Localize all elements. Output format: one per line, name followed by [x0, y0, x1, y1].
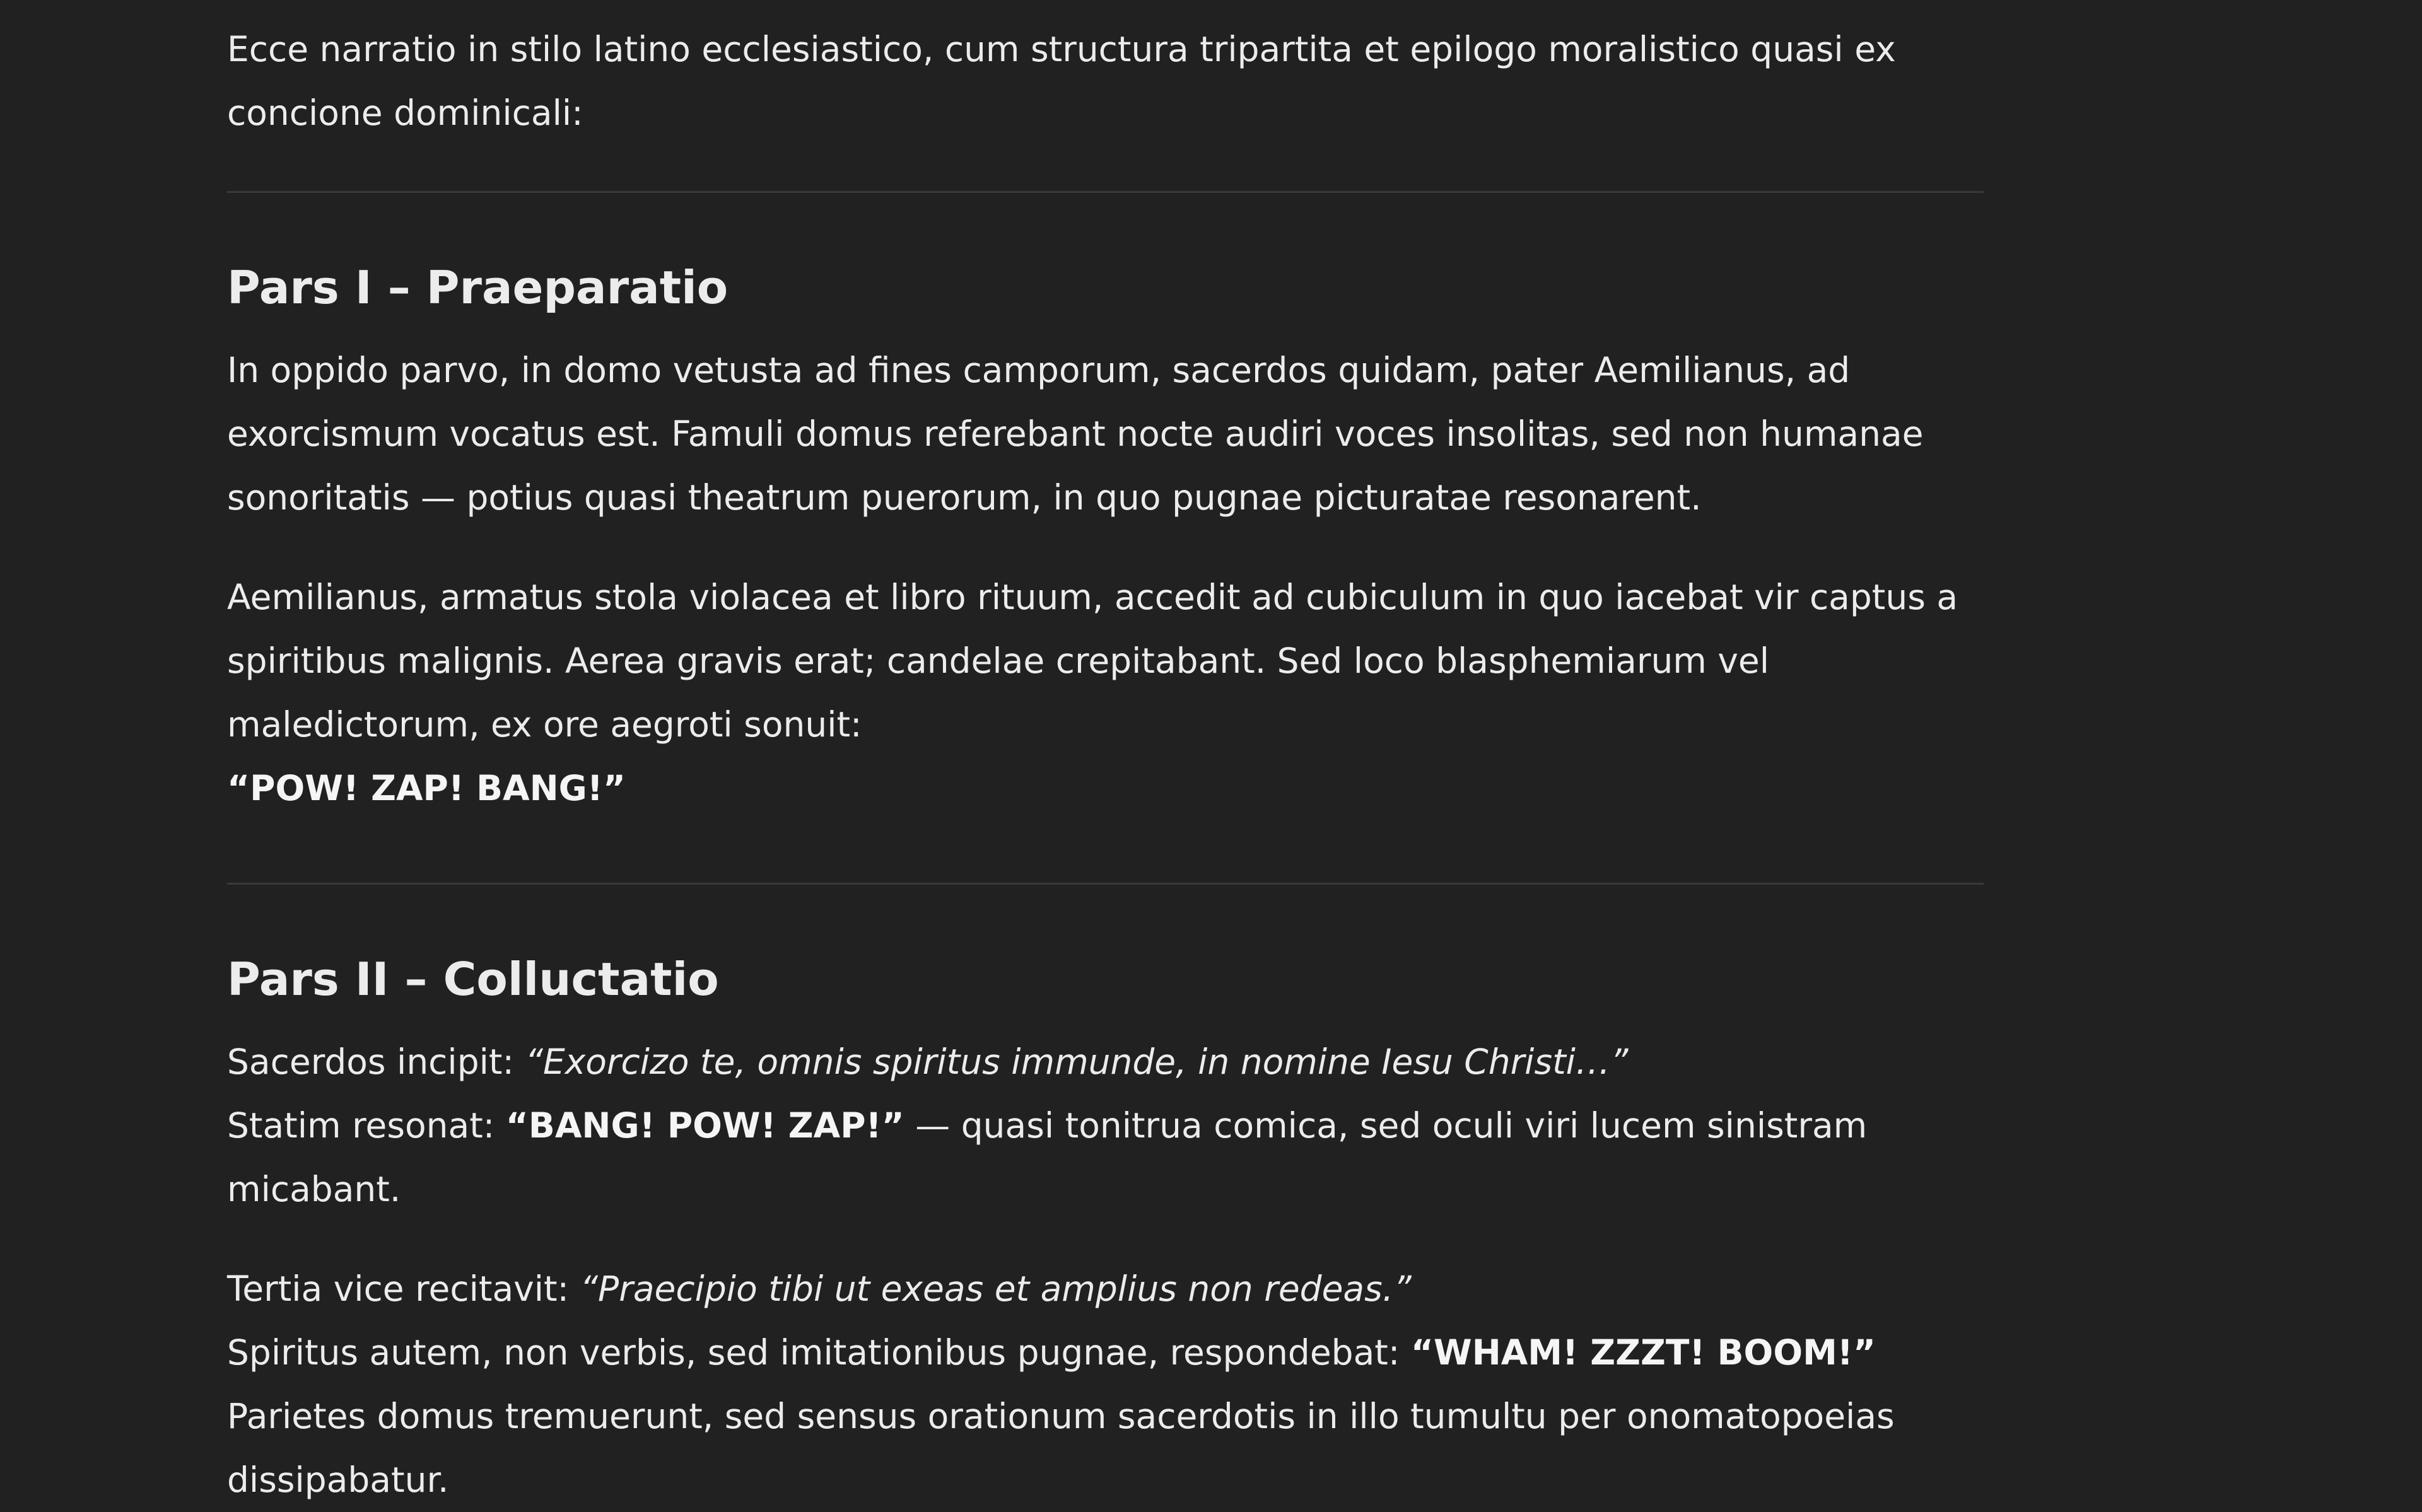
part2-paragraph-2 — [227, 1257, 1984, 1512]
part2-line-1-prefix: Sacerdos incipit: — [227, 1042, 525, 1082]
part2-line-2-suffix: — quasi tonitrua comica, sed oculi viri lucem sinistram micabant. — [227, 1105, 1868, 1209]
part2-line-2-prefix: Statim resonat: — [227, 1105, 506, 1146]
sound-effect-pow-zap-bang: “POW! ZAP! BANG!” — [227, 768, 626, 808]
command-quote: “Praecipio tibi ut exeas et amplius non redeas.” — [580, 1269, 1412, 1309]
exorcism-quote: “Exorcizo te, omnis spiritus immunde, in nomine Iesu Christi…” — [525, 1042, 1629, 1082]
sound-effect-bang-pow-zap: “BANG! POW! ZAP!” — [505, 1105, 904, 1146]
part2-line-3-prefix: Tertia vice recitavit: — [227, 1269, 580, 1309]
sound-effect-wham-zzzt-boom: “WHAM! ZZZT! BOOM!” — [1410, 1332, 1876, 1373]
intro-paragraph: Ecce narratio in stilo latino ecclesiastico, cum structura tripartita et epilogo moralistico quasi ex concione dominicali: — [227, 29, 1896, 133]
divider — [227, 883, 1984, 885]
part2-line-5: Parietes domus tremuerunt, sed sensus orationum sacerdotis in illo tumultu per onomatopoeias dissipabatur. — [227, 1396, 1895, 1500]
part1-heading: Pars I – Praeparatio — [227, 261, 728, 314]
part1-paragraph-2 — [227, 566, 1984, 820]
part2-paragraph-1 — [227, 1030, 1984, 1221]
part2-heading: Pars II – Colluctatio — [227, 953, 719, 1006]
part2-line-4-prefix: Spiritus autem, non verbis, sed imitationibus pugnae, respondebat: — [227, 1332, 1411, 1373]
divider — [227, 191, 1984, 193]
part1-paragraph-2-text: Aemilianus, armatus stola violacea et libro rituum, accedit ad cubiculum in quo iacebat vir captus a spiritibus malignis. Aerea gravis erat; candelae crepitabant. Sed loco blasphemiarum vel maledictorum, ex ore aegroti sonuit: — [227, 577, 1958, 745]
message-content — [227, 0, 1984, 1512]
part1-paragraph-1: In oppido parvo, in domo vetusta ad fines camporum, sacerdos quidam, pater Aemilianus, ad exorcismum vocatus est. Famuli domus referebant nocte audiri voces insolitas, sed non humanae sonoritatis — potius quasi theatrum puerorum, in quo pugnae picturatae resonarent. — [227, 350, 1924, 518]
